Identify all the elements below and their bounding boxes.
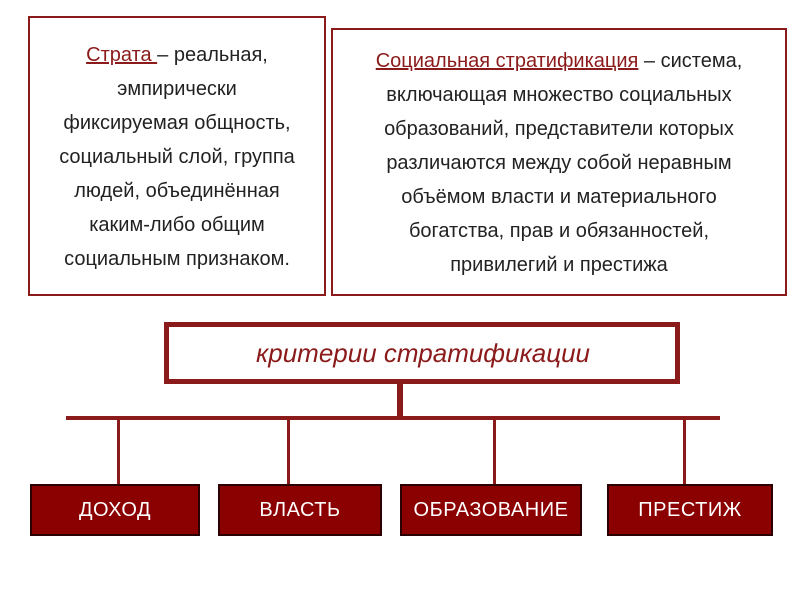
stratification-line-4: различаются между собой неравным [386,152,732,174]
criteria-title-box [164,322,680,384]
criterion-prestige-label: ПРЕСТИЖ [638,498,742,521]
strata-line-3: фиксируемая общность, [63,112,291,134]
stratification-line-3: образований, представители которых [384,118,734,140]
criterion-prestige [607,484,773,536]
criterion-power-label: ВЛАСТЬ [259,498,341,521]
connector-horizontal-bar [66,416,720,420]
strata-term: Страта [86,44,158,66]
stratification-line-2: включающая множество социальных [386,84,732,106]
stratification-line-6: богатства, прав и обязанностей, [408,220,710,242]
strata-line-4: социальный слой, группа [59,146,295,168]
stratification-line-7: привилегий и престижа [450,254,668,276]
stratification-line-5: объёмом власти и материального [401,186,717,208]
criterion-education [400,484,582,536]
connector-drop-education [493,420,496,484]
connector-drop-income [117,420,120,484]
strata-line-6: каким-либо общим [89,214,265,236]
criterion-education-label: ОБРАЗОВАНИЕ [413,498,569,521]
stratification-definition-box [331,28,787,296]
connector-drop-power [287,420,290,484]
criterion-income-label: ДОХОД [78,498,152,521]
strata-line-5: людей, объединённая [74,180,280,202]
criteria-title: критерии стратификации [255,337,591,368]
criterion-income [30,484,200,536]
stratification-line-1: Социальная стратификация – система, [375,50,743,72]
strata-line-2: эмпирически [117,78,237,100]
strata-line-7: социальным признаком. [64,248,290,270]
stratification-term: Социальная стратификация [375,50,639,72]
strata-line-1: Страта – реальная, [86,44,268,66]
strata-definition-box [28,16,326,296]
connector-drop-prestige [683,420,686,484]
criterion-power [218,484,382,536]
connector-stem [397,384,403,418]
